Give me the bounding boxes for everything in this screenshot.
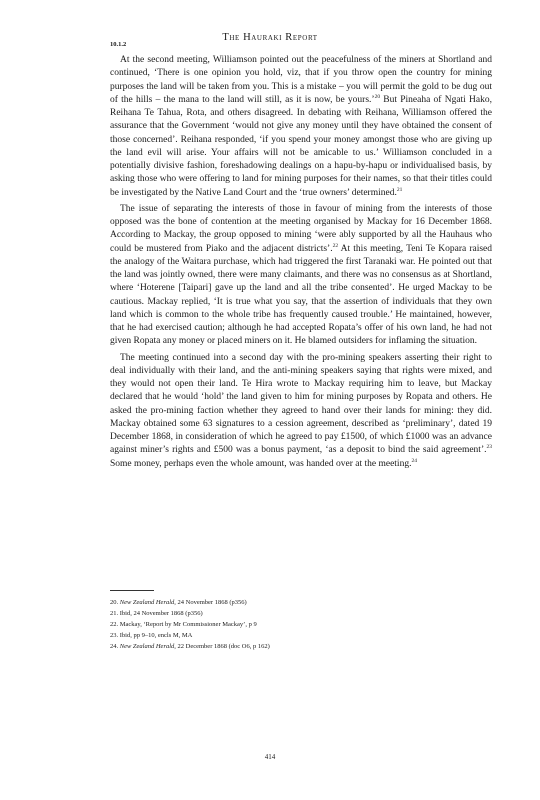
footnote-number: 23.: [110, 632, 119, 639]
footnote-text: , 22 December 1868 (doc O6, p 162): [174, 643, 270, 650]
footnote-source: New Zealand Herald: [119, 643, 175, 650]
footnote-ref: 22: [332, 242, 339, 249]
footnotes: [110, 597, 492, 652]
footnote-item: [110, 619, 492, 630]
paragraph-text: The issue of separating the interests of those in favour of mining from the interests of those opposed was the bone of contention at the meeting organised by Mackay for 16 December 1868. According to Mackay, the group opposed to mining ‘were ably supported by all the Hauhaus who could be mustered from Piako and the adjacent districts’.: [110, 203, 492, 254]
report-title: The Hauraki Report: [222, 32, 318, 43]
paragraph-text: At this meeting, Teni Te Kopara raised the analogy of the Waitara purchase, which had triggered the first Taranaki war. He pointed out that the land was jointly owned, there were many claimants, and there was no consensus as at Shortland, where ‘Hoterene [Taipari] gave up the land and all the tribe consented’. He urged Mackay to be cautious. Mackay replied, ‘It is true what you say, that the assertion of individuals that they own land which is common to the whole tribe has frequently caused trouble.’ He maintained, however, that he had exercised caution; although he had accepted Ropata’s offer of his own land, he had not given Ropata any money or placed miners on it. He blamed outsiders for inflaming the situation.: [110, 243, 493, 347]
body-text: [110, 54, 492, 474]
paragraph-text: At the second meeting, Williamson pointed out the peacefulness of the miners at Shortland and continued, ‘There is one opinion you hold, viz, that if you throw open the country for mining purposes the land will be taken from you. This is a mistake – you will permit the gold to be dug out of the hills – the mana to the land will still, as it is now, be yours.’: [110, 55, 492, 105]
footnote-ref: 24: [411, 457, 417, 464]
footnote-number: 21.: [110, 610, 119, 617]
footnote-ref: 23: [486, 444, 492, 451]
paragraph-text: The meeting continued into a second day with the pro-mining speakers asserting their right to deal individually with their land, and the anti-mining speakers saying that rights were mixed, and they would not open their land. Te Hira wrote to Mackay requiring him to leave, but Mackay declared that he would ‘hold’ the land given to him for mining purposes by Ropata and others. He asked the pro-mining faction whether they agreed to hand over their lands for mining: they did. Mackay obtained some 63 signatures to a cession agreement, described as ‘preliminary’, dated 19 December 1868, in consideration of which he agreed to pay £1500, of which £1000 was an advance against miner’s rights and £500 was a bonus payment, ‘as a deposit to bind the said agreement’.: [110, 352, 492, 456]
footnote-item: [110, 608, 492, 619]
footnote-text: Ibid, 24 November 1868 (p356): [119, 610, 203, 617]
paragraph-1: [110, 54, 492, 200]
footnote-text: , 24 November 1868 (p356): [174, 599, 247, 606]
footnote-divider: [110, 590, 154, 591]
footnote-source: New Zealand Herald: [119, 599, 175, 606]
footnote-ref: 20: [374, 93, 381, 100]
footnote-item: [110, 641, 492, 652]
paragraph-3: [110, 352, 492, 471]
section-number: 10.1.2: [110, 41, 127, 48]
footnote-item: [110, 597, 492, 608]
paragraph-2: [110, 203, 492, 349]
footnote-item: [110, 630, 492, 641]
footnote-text: Ibid, pp 9–10, encls M, MA: [119, 632, 193, 639]
footnote-text: Mackay, ‘Report by Mr Commissioner Mackay’, p 9: [119, 621, 257, 628]
footnote-ref: 21: [396, 186, 403, 193]
paragraph-text: Some money, perhaps even the whole amount, was handed over at the meeting.: [110, 458, 412, 469]
footnote-number: 22.: [110, 621, 119, 628]
paragraph-text: But Pineaha of Ngati Hako, Reihana Te Tahua, Rota, and others disagreed. In debating with Reihana, Williamson offered the assurance that the Government ‘would not give any money until they have obtained the consent of those concerned’. Reihana responded, ‘if you spend your money amongst those who are giving up the land evil will arise. Your affairs will not be amicable to us.’ Williamson concluded in a potentially divisive fashion, foreshadowing dealings on a hapu-by-hapu or individualised basis, by asking those who were offering to land for mining purposes for their names, so that their titles could be investigated by the Native Land Court and the ‘true owners’ determined.: [110, 94, 492, 198]
page-number: 414: [264, 753, 276, 761]
running-head: [0, 32, 540, 43]
footnote-number: 20.: [110, 599, 119, 606]
footnote-number: 24.: [110, 643, 119, 650]
